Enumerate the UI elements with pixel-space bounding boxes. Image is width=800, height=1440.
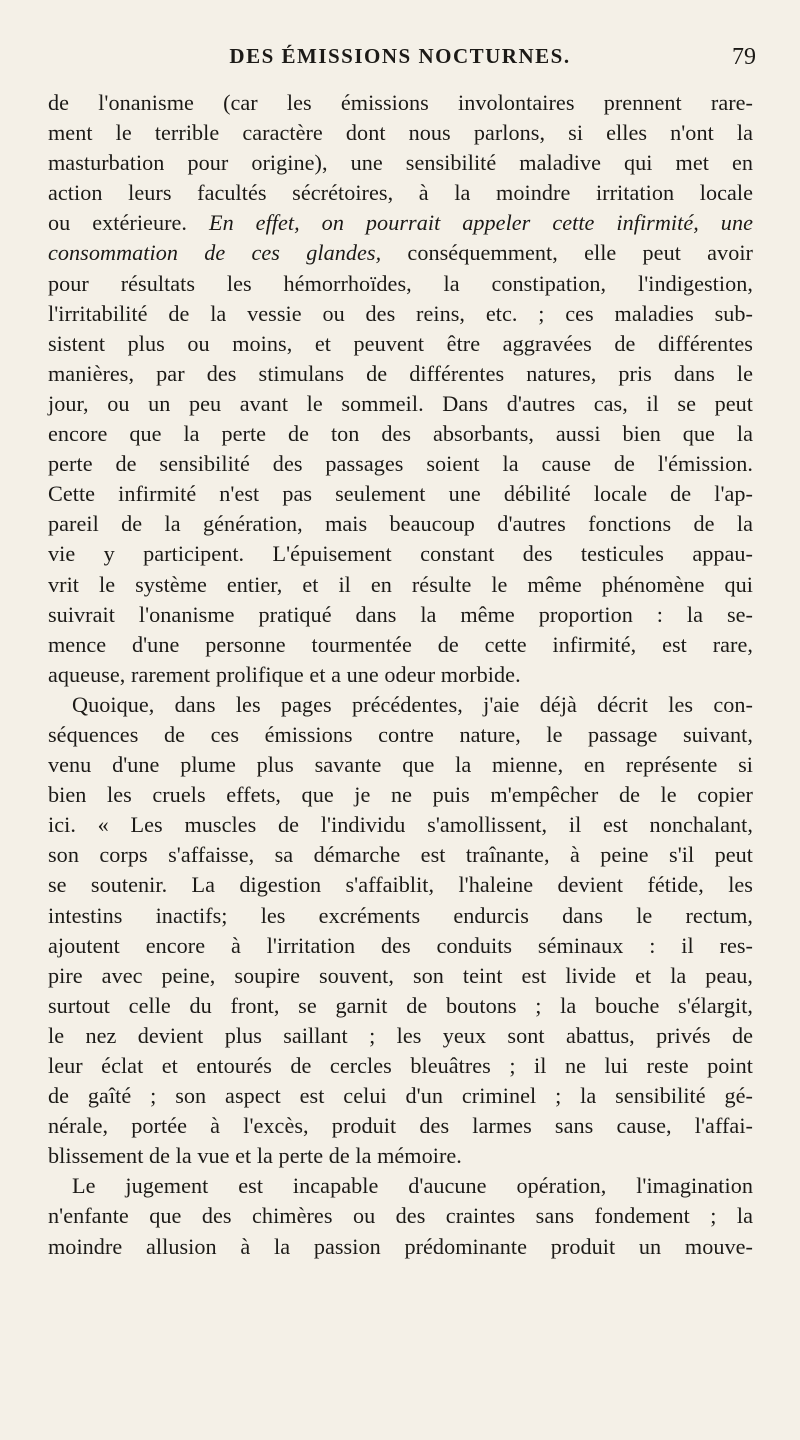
text-line — [48, 1111, 753, 1141]
text-line — [48, 660, 753, 690]
text-line-content: séquences de ces émissions contre nature, le passage suivant, — [48, 721, 753, 747]
text-line — [48, 539, 753, 569]
text-line-content: leur éclat et entourés de cercles bleuâtres ; il ne lui reste point — [48, 1053, 753, 1078]
text-line-content: ici. « Les muscles de l'individu s'amollissent, il est nonchalant, — [48, 812, 753, 838]
text-line — [48, 630, 753, 660]
text-line — [48, 1201, 753, 1231]
text-line-content: mence d'une personne tourmentée de cette infirmité, est rare, — [48, 631, 753, 657]
text-line — [48, 118, 753, 148]
text-line-content: suivrait l'onanisme pratiqué dans la même proportion : la se- — [48, 601, 753, 627]
text-line — [48, 570, 753, 600]
italic-phrase: consommation de ces glandes, — [48, 240, 382, 266]
text-line — [48, 600, 753, 630]
text-line-content: bien les cruels effets, que je ne puis m'empêcher de le copier — [48, 782, 753, 808]
text-line — [48, 299, 753, 329]
text-line-content: perte de sensibilité des passages soient la cause de l'émission. — [48, 451, 753, 477]
text-line-content: pire avec peine, soupire souvent, son teint est livide et la peau, — [48, 962, 753, 988]
text-line — [48, 178, 753, 208]
text-line — [48, 389, 753, 419]
text-line-content: manières, par des stimulans de différentes natures, pris dans le — [48, 360, 753, 386]
body-text — [48, 88, 753, 1262]
text-line-content: venu d'une plume plus savante que la mienne, en représente si — [48, 752, 753, 778]
text-line — [48, 901, 753, 931]
text-line-content: sistent plus ou moins, et peuvent être aggravées de différentes — [48, 330, 753, 356]
text-line — [48, 449, 753, 479]
text-line — [48, 1021, 753, 1051]
text-line — [48, 419, 753, 449]
text-line-content: ou extérieure. — [48, 210, 209, 236]
text-line — [48, 1232, 753, 1262]
text-line — [48, 208, 753, 238]
text-line-content: ajoutent encore à l'irritation des conduits séminaux : il res- — [48, 932, 753, 958]
text-line — [48, 148, 753, 178]
text-line — [48, 88, 753, 118]
text-line-content: n'enfante que des chimères ou des craintes sans fondement ; la — [48, 1203, 753, 1229]
text-line — [48, 1051, 753, 1081]
text-line — [48, 810, 753, 840]
text-line — [48, 961, 753, 991]
running-header — [44, 44, 756, 78]
text-line-content: Quoique, dans les pages précédentes, j'aie déjà décrit les con- — [72, 691, 753, 717]
text-line-content: Cette infirmité n'est pas seulement une débilité locale de l'ap- — [48, 481, 753, 507]
text-line-content: pour résultats les hémorrhoïdes, la constipation, l'indigestion, — [48, 270, 753, 296]
text-line-content: de gaîté ; son aspect est celui d'un criminel ; la sensibilité gé- — [48, 1083, 753, 1109]
text-line — [48, 329, 753, 359]
text-line — [48, 509, 753, 539]
text-line-content: se soutenir. La digestion s'affaiblit, l'haleine devient fétide, les — [48, 872, 753, 898]
text-line-content: blissement de la vue et la perte de la mémoire. — [48, 1143, 462, 1169]
text-line-content: masturbation pour origine), une sensibilité maladive qui met en — [48, 150, 753, 176]
text-line — [48, 840, 753, 870]
text-line-content: de l'onanisme (car les émissions involontaires prennent rare- — [48, 90, 753, 115]
text-line — [48, 1081, 753, 1111]
text-line — [48, 870, 753, 900]
text-line — [48, 1141, 753, 1171]
text-line-content: son corps s'affaisse, sa démarche est traînante, à peine s'il peut — [48, 842, 753, 868]
text-line-content: Le jugement est incapable d'aucune opération, l'imagination — [72, 1173, 753, 1199]
text-line — [48, 238, 753, 268]
running-title: DES ÉMISSIONS NOCTURNES. — [229, 44, 571, 68]
text-line — [48, 780, 753, 810]
text-line — [48, 991, 753, 1021]
text-line-content: vie y participent. L'épuisement constant des testicules appau- — [48, 541, 753, 567]
text-line — [48, 269, 753, 299]
text-line-content: l'irritabilité de la vessie ou des reins, etc. ; ces maladies sub- — [48, 300, 753, 326]
text-line-content: surtout celle du front, se garnit de boutons ; la bouche s'élargit, — [48, 992, 753, 1018]
text-line — [48, 479, 753, 509]
text-line-content: intestins inactifs; les excréments endurcis dans le rectum, — [48, 902, 753, 928]
text-line — [48, 750, 753, 780]
text-line — [48, 931, 753, 961]
text-line-content: encore que la perte de ton des absorbants, aussi bien que la — [48, 421, 753, 447]
text-line-content: action leurs facultés sécrétoires, à la moindre irritation locale — [48, 180, 753, 206]
text-line-content: pareil de la génération, mais beaucoup d'autres fonctions de la — [48, 511, 753, 537]
text-line-content: nérale, portée à l'excès, produit des larmes sans cause, l'affai- — [48, 1113, 753, 1139]
italic-phrase: En effet, on pourrait appeler cette infirmité, une — [208, 210, 753, 236]
text-line — [48, 720, 753, 750]
text-line-content: jour, ou un peu avant le sommeil. Dans d'autres cas, il se peut — [48, 390, 753, 416]
text-line — [48, 359, 753, 389]
text-line-content: vrit le système entier, et il en résulte le même phénomène qui — [48, 571, 753, 597]
text-line-content: moindre allusion à la passion prédominante produit un mouve- — [48, 1233, 753, 1259]
text-line-content: le nez devient plus saillant ; les yeux sont abattus, privés de — [48, 1022, 753, 1048]
text-line-content: conséquemment, elle peut avoir — [381, 240, 753, 266]
text-line — [48, 690, 753, 720]
page-number: 79 — [732, 44, 756, 70]
text-line-content: aqueuse, rarement prolifique et a une odeur morbide. — [48, 661, 521, 687]
text-line-content: ment le terrible caractère dont nous parlons, si elles n'ont la — [48, 120, 753, 146]
text-line — [48, 1171, 753, 1201]
